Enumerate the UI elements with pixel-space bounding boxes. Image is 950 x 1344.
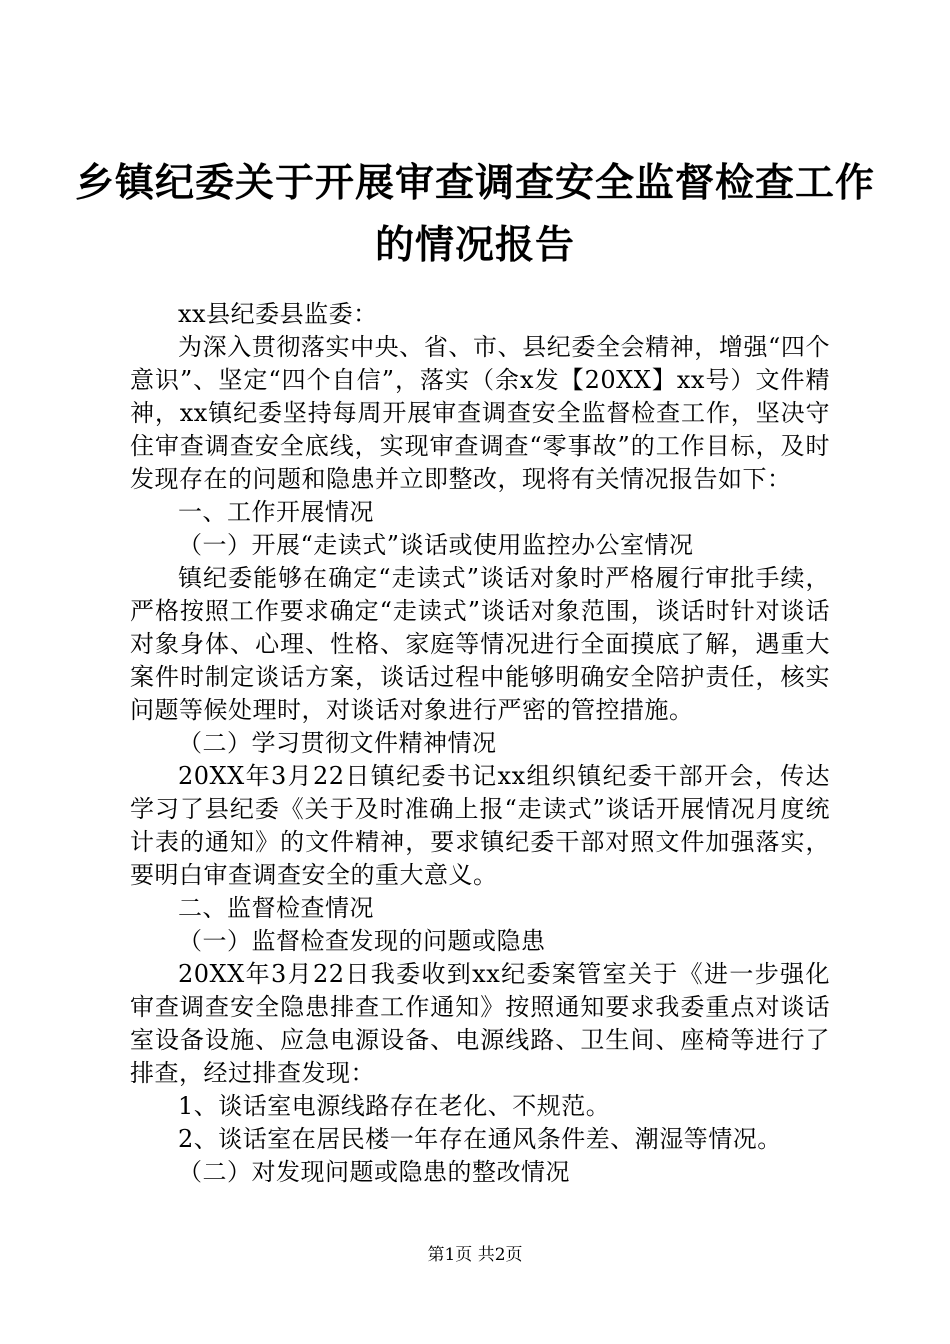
document-title-line-1: 乡镇纪委关于开展审查调查安全监督检查工作	[74, 160, 875, 206]
section-heading-2: 二、监督检查情况	[178, 894, 374, 922]
subsection-heading-2-2: （二）对发现问题或隐患的整改情况	[178, 1158, 570, 1186]
intro-paragraph: 为深入贯彻落实中央、省、市、县纪委全会精神，增强“四个意识”、坚定“四个自信”，落实（余x发【20XX】xx号）文件精神，xx镇纪委坚持每周开展审查调查安全监督检查工作，坚决守住审查调查安全底线，实现审查调查“零事故”的工作目标，及时发现存在的问题和隐患并立即整改，现将有关情况报告如下：	[130, 333, 830, 493]
document-body	[130, 298, 830, 1189]
paragraph-2-1: 20XX年3月22日我委收到xx纪委案管室关于《进一步强化审查调查安全隐患排查工作通知》按照通知要求我委重点对谈话室设备设施、应急电源设备、电源线路、卫生间、座椅等进行了排查，经过排查发现：	[130, 960, 830, 1087]
paragraph-1-2: 20XX年3月22日镇纪委书记xx组织镇纪委干部开会，传达学习了县纪委《关于及时准确上报“走读式”谈话开展情况月度统计表的通知》的文件精神，要求镇纪委干部对照文件加强落实，要明白审查调查安全的重大意义。	[130, 762, 830, 889]
subsection-heading-1-1: （一）开展“走读式”谈话或使用监控办公室情况	[178, 531, 694, 559]
section-heading-1: 一、工作开展情况	[178, 498, 374, 526]
subsection-heading-1-2: （二）学习贯彻文件精神情况	[178, 729, 497, 757]
document-title-line-2: 的情况报告	[374, 222, 575, 268]
paragraph-1-1: 镇纪委能够在确定“走读式”谈话对象时严格履行审批手续，严格按照工作要求确定“走读式”谈话对象范围，谈话时针对谈话对象身体、心理、性格、家庭等情况进行全面摸底了解，遇重大案件时制定谈话方案，谈话过程中能够明确安全陪护责任，核实问题等候处理时，对谈话对象进行严密的管控措施。	[130, 564, 830, 724]
page-footer: 第1页 共2页	[427, 1245, 523, 1265]
list-item-2: 2、谈话室在居民楼一年存在通风条件差、潮湿等情况。	[178, 1125, 782, 1153]
subsection-heading-2-1: （一）监督检查发现的问题或隐患	[178, 927, 546, 955]
list-item-1: 1、谈话室电源线路存在老化、不规范。	[178, 1092, 611, 1120]
salutation: xx县纪委县监委：	[178, 300, 378, 328]
